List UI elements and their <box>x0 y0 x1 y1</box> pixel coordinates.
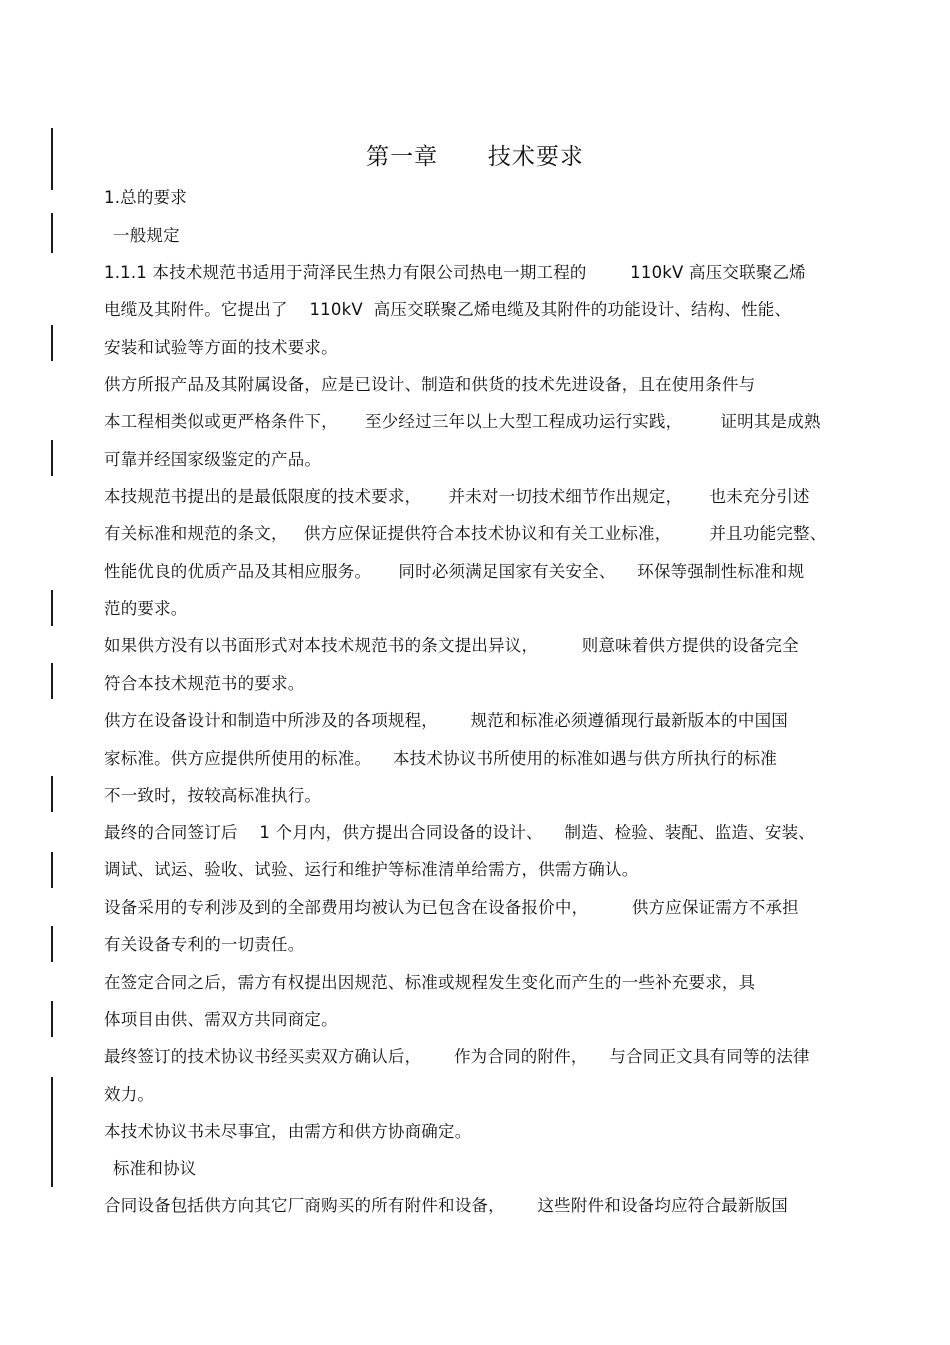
paragraph-line: 体项目由供、需双方共同商定。 <box>104 1010 338 1029</box>
paragraph-line: 设备采用的专利涉及到的全部费用均被认为已包含在设备报价中， 供方应保证需方不承担 <box>104 898 799 917</box>
revision-bar <box>51 776 53 812</box>
paragraph-line: 安装和试验等方面的技术要求。 <box>104 338 338 357</box>
paragraph-line: 供方在设备设计和制造中所涉及的各项规程， 规范和标准必须遵循现行最新版本的中国国 <box>104 711 788 730</box>
revision-bar <box>51 852 53 888</box>
subsection-heading: 标准和协议 <box>113 1159 197 1178</box>
paragraph-line: 可靠并经国家级鉴定的产品。 <box>104 450 322 469</box>
paragraph-line: 电缆及其附件。它提出了 110kV 高压交联聚乙烯电缆及其附件的功能设计、结构、性能、 <box>104 300 792 319</box>
section-heading: 1.总的要求 <box>104 188 187 207</box>
paragraph-line: 本技术协议书未尽事宜，由需方和供方协商确定。 <box>104 1122 472 1141</box>
paragraph-line: 家标准。供方应提供所使用的标准。 本技术协议书所使用的标准如遇与供方所执行的标准 <box>104 749 778 768</box>
paragraph-line: 调试、试运、验收、试验、运行和维护等标准清单给需方，供需方确认。 <box>104 860 639 879</box>
paragraph-line: 效力。 <box>104 1085 155 1104</box>
paragraph-line: 本工程相类似或更严格条件下， 至少经过三年以上大型工程成功运行实践， 证明其是成熟 <box>104 412 821 431</box>
revision-bar <box>51 1001 53 1037</box>
paragraph-line: 最终签订的技术协议书经买卖双方确认后， 作为合同的附件， 与合同正文具有同等的法律 <box>104 1047 810 1066</box>
paragraph-line: 如果供方没有以书面形式对本技术规范书的条文提出异议， 则意味着供方提供的设备完全 <box>104 636 799 655</box>
paragraph-line: 在签定合同之后，需方有权提出因规范、标准或规程发生变化而产生的一些补充要求，具 <box>104 973 756 992</box>
paragraph-line: 有关设备专利的一切责任。 <box>104 935 305 954</box>
paragraph-line: 有关标准和规范的条文， 供方应保证提供符合本技术协议和有关工业标准， 并且功能完整、 <box>104 524 827 543</box>
chapter-title: 第一章 技术要求 <box>366 144 584 170</box>
paragraph-line: 符合本技术规范书的要求。 <box>104 674 305 693</box>
paragraph-line: 不一致时，按较高标准执行。 <box>104 786 322 805</box>
revision-bar <box>51 213 53 253</box>
subsection-heading: 一般规定 <box>113 226 180 245</box>
revision-bar <box>51 926 53 962</box>
revision-bar <box>51 663 53 699</box>
paragraph-line: 范的要求。 <box>104 599 188 618</box>
paragraph-line: 合同设备包括供方向其它厂商购买的所有附件和设备， 这些附件和设备均应符合最新版国 <box>104 1196 788 1215</box>
paragraph-line: 最终的合同签订后 1 个月内，供方提出合同设备的设计、 制造、检验、装配、监造、安装、 <box>104 823 816 842</box>
paragraph-line: 1.1.1 本技术规范书适用于菏泽民生热力有限公司热电一期工程的 110kV 高压交联聚乙烯 <box>104 263 806 282</box>
revision-bar <box>51 440 53 476</box>
paragraph-line: 本技规范书提出的是最低限度的技术要求， 并未对一切技术细节作出规定， 也未充分引述 <box>104 487 810 506</box>
paragraph-line: 供方所报产品及其附属设备，应是已设计、制造和供货的技术先进设备，且在使用条件与 <box>104 375 756 394</box>
revision-bar <box>51 1077 53 1187</box>
paragraph-line: 性能优良的优质产品及其相应服务。 同时必须满足国家有关安全、 环保等强制性标准和规 <box>104 562 805 581</box>
revision-bar <box>51 325 53 361</box>
revision-bar <box>51 590 53 626</box>
